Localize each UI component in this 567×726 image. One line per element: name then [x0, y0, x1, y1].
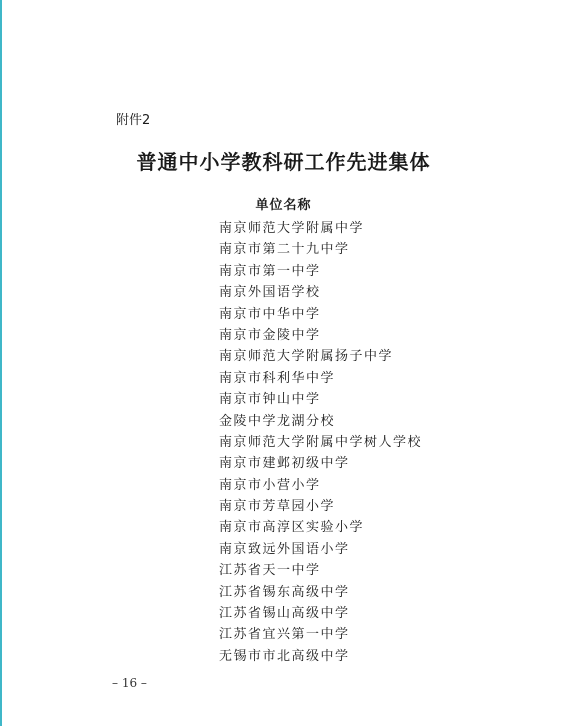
- list-item: 南京市高淳区实验小学: [219, 520, 365, 536]
- list-item: 江苏省锡东高级中学: [219, 584, 350, 600]
- page-number: – 16 –: [112, 676, 147, 690]
- column-header: 单位名称: [255, 198, 312, 213]
- list-item: 南京市第二十九中学: [219, 242, 350, 258]
- attachment-label: 附件2: [116, 113, 151, 128]
- document-title: 普通中小学教科研工作先进集体: [136, 150, 431, 174]
- list-item: 南京市第一中学: [219, 263, 321, 279]
- list-item: 南京市科利华中学: [219, 370, 336, 386]
- list-item: 南京师范大学附属中学树人学校: [219, 434, 423, 450]
- list-item: 南京师范大学附属中学: [219, 221, 365, 236]
- list-item: 南京市小营小学: [219, 477, 321, 493]
- list-item: 南京市钟山中学: [219, 392, 321, 408]
- list-item: 江苏省锡山高级中学: [219, 606, 350, 622]
- unit-list: [219, 218, 422, 667]
- list-item: 南京师范大学附属扬子中学: [219, 349, 394, 365]
- list-item: 无锡市市北高级中学: [219, 648, 350, 664]
- list-item: 南京致远外国语小学: [219, 541, 350, 557]
- list-item: 南京市金陵中学: [219, 327, 321, 343]
- list-item: 南京市中华中学: [219, 306, 321, 322]
- list-item: 南京市建邺初级中学: [219, 456, 350, 472]
- list-item: 金陵中学龙湖分校: [219, 413, 336, 429]
- list-item: 江苏省天一中学: [219, 563, 321, 579]
- list-item: 南京外国语学校: [219, 285, 321, 301]
- page-edge-line: [0, 0, 2, 726]
- list-item: 江苏省宜兴第一中学: [219, 627, 350, 643]
- list-item: 南京市芳草园小学: [219, 499, 336, 515]
